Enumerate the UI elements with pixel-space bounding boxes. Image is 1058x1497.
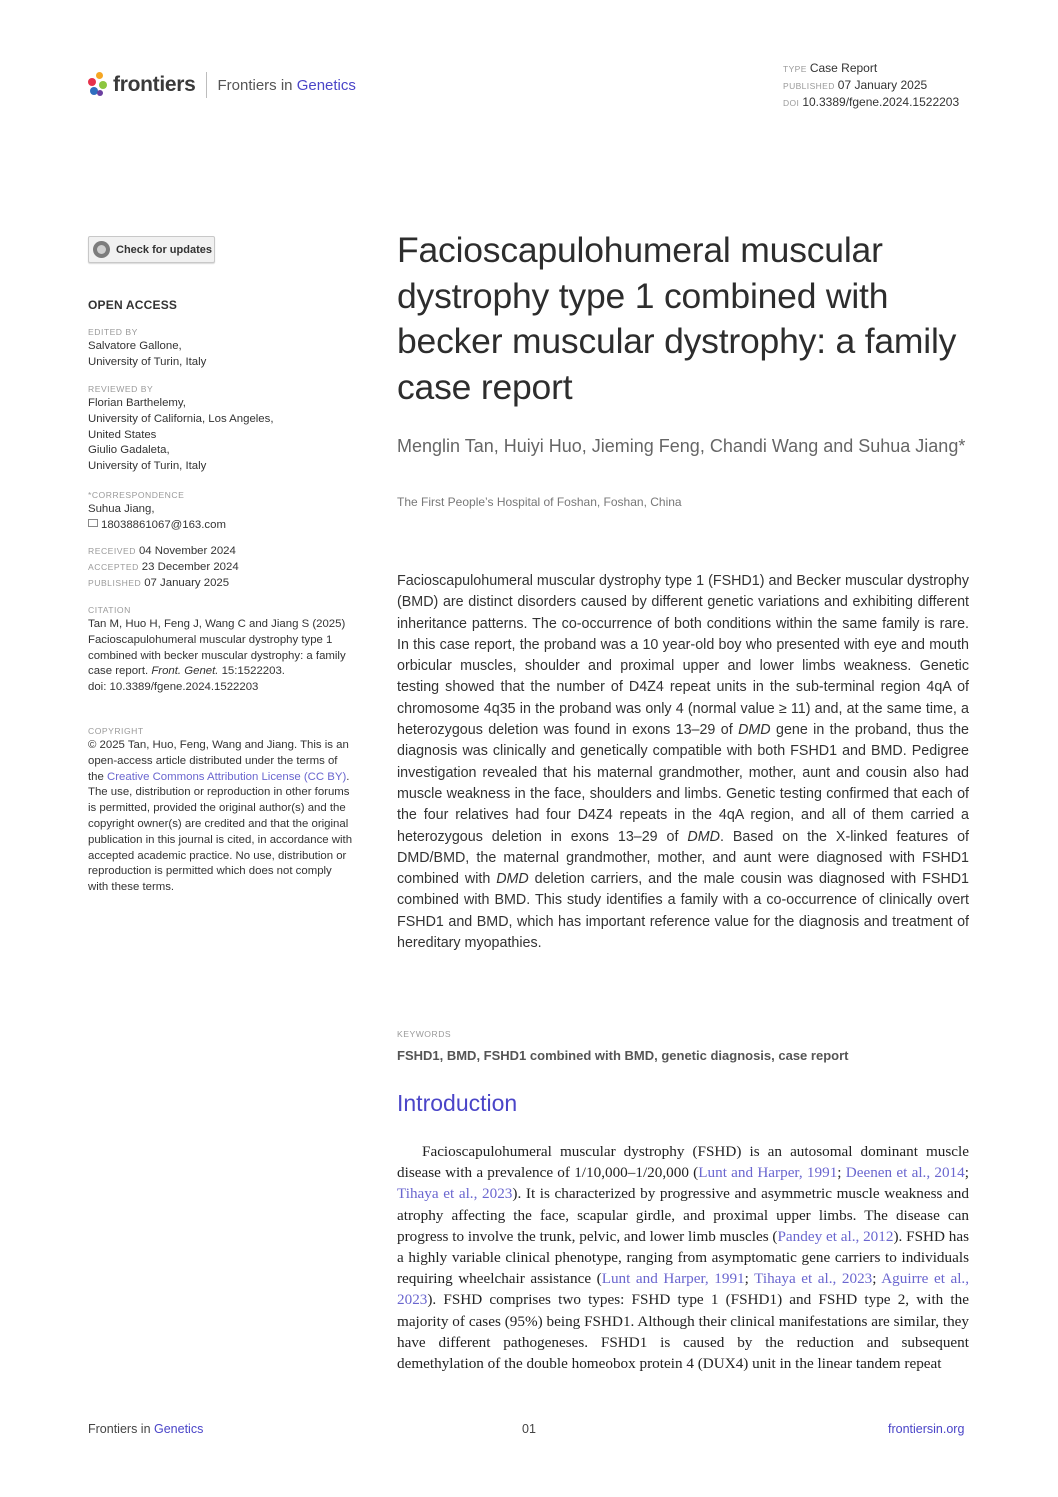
type-label: TYPE xyxy=(783,64,807,74)
footer-journal-name: Genetics xyxy=(154,1422,204,1436)
abstract-part: . Based on the X-linked features of DMD/BMD, the maternal grandmother, mother, and aunt were diagnosed with FSHD1 combined with xyxy=(397,828,969,888)
cc-by-license-link[interactable]: Creative Commons Attribution License (CC BY) xyxy=(107,770,347,783)
intro-text: ). FSHD has a highly variable clinical phenotype, ranging from asymptomatic gene carriers to individuals requiring wheelchair assistance ( xyxy=(397,1227,969,1288)
journal-name-accent: Genetics xyxy=(296,76,356,94)
abstract-part: gene in the proband, thus the diagnosis was clinically and genetically compatible with both FSHD1 and BMD. Pedigree investigation revealed that his maternal grandmother, mother, aunt and cousin also had muscle weakness in the face, shoulders and limbs. Genetic testing confirmed that each of the four relatives had four D4Z4 repeats in the 4qA region, and all of them carried a heterozygous deletion in exons 13–29 of xyxy=(397,722,970,845)
mail-icon xyxy=(88,519,98,527)
sidebar-published-value: 07 January 2025 xyxy=(144,576,230,589)
abstract xyxy=(397,571,969,954)
sidebar-published-label: PUBLISHED xyxy=(88,577,142,588)
copyright-label: COPYRIGHT xyxy=(88,726,144,736)
intro-text: ; xyxy=(964,1164,969,1182)
correspondence-label: *CORRESPONDENCE xyxy=(88,490,185,500)
citation-link[interactable]: Aguirre et al., 2023 xyxy=(397,1270,970,1309)
author-affiliation: The First People’s Hospital of Foshan, Foshan, China xyxy=(397,495,682,509)
correspondence-name: Suhua Jiang, xyxy=(88,503,155,515)
footer-journal[interactable] xyxy=(88,1422,203,1436)
correspondence-section xyxy=(88,488,358,534)
doi-label: DOI xyxy=(783,98,800,108)
copyright-post: . The use, distribution or reproduction in other forums is permitted, provided the original author(s) and the copyright owner(s) are credited and that the original publication in this journal is cited, in accordance with accepted academic practice. No use, distribution or reproduction is permitted which does not comply with these terms. xyxy=(88,770,353,894)
reviewed-by-line: Florian Barthelemy, xyxy=(88,397,186,409)
citation-link[interactable]: Deenen et al., 2014 xyxy=(845,1164,965,1182)
keywords: FSHD1, BMD, FSHD1 combined with BMD, genetic diagnosis, case report xyxy=(397,1048,849,1063)
journal-name[interactable] xyxy=(217,77,355,94)
citation-text xyxy=(88,617,353,680)
article-meta xyxy=(783,60,959,111)
citation-link[interactable]: Lunt and Harper, 1991 xyxy=(698,1164,838,1182)
reviewed-by-section xyxy=(88,382,358,475)
reviewed-by-line: University of Turin, Italy xyxy=(88,460,207,473)
abstract-part: deletion carriers, and the male cousin was diagnosed with FSHD1 combined with BMD. This study identifies a family with a co-occurrence of clinically overt FSHD1 and BMD, which has important reference value for the diagnosis and treatment of hereditary myopathies. xyxy=(397,871,970,952)
citation-journal: Front. Genet. xyxy=(151,665,219,678)
citation-link[interactable]: Pandey et al., 2012 xyxy=(777,1227,894,1245)
footer-site-link[interactable]: frontiersin.org xyxy=(888,1422,965,1436)
check-updates-icon xyxy=(93,241,110,258)
journal-prefix: Frontiers in xyxy=(217,76,297,94)
abstract-part: Facioscapulohumeral muscular dystrophy type 1 (FSHD1) and Becker muscular dystrophy (BMD) are distinct disorders caused by different genetic variations and exhibiting different inheritance patterns. The co-occurrence of both conditions within the same family is rare. In this case report, the proband was a 10 year-old boy who presented with eye and mouth orbicular muscles, shoulder and proximal upper and lower limbs weakness. Genetic testing showed that the number of D4Z4 repeat units in the sub-terminal region 4qA of chromosome 4q35 in the proband was only 4 (normal value ≥ 11) and, at the same time, a heterozygous deletion was found in exons 13–29 of xyxy=(397,573,969,739)
citation-link[interactable]: Lunt and Harper, 1991 xyxy=(601,1270,745,1288)
copyright-pre: © 2025 Tan, Huo, Feng, Wang and Jiang. This is an open-access article distributed under the terms of the xyxy=(88,739,349,783)
copyright-text xyxy=(88,738,354,896)
keywords-label: KEYWORDS xyxy=(397,1029,452,1039)
dates-section xyxy=(88,544,358,591)
published-label: PUBLISHED xyxy=(783,81,835,91)
correspondence-email-row[interactable] xyxy=(88,518,358,534)
copyright-section xyxy=(88,724,354,896)
intro-text: Facioscapulohumeral muscular dystrophy (FSHD) is an autosomal dominant muscle disease with a prevalence of 1/10,000–1/20,000 ( xyxy=(397,1143,969,1182)
footer-journal-prefix: Frontiers in xyxy=(88,1422,154,1436)
citation-body: Tan M, Huo H, Feng J, Wang C and Jiang S (2025) Facioscapulohumeral muscular dystrophy type 1 combined with becker muscular dystrophy: a family case report. xyxy=(88,618,346,678)
introduction-text xyxy=(397,1141,969,1374)
edited-by-label: EDITED BY xyxy=(88,327,138,337)
citation-section xyxy=(88,603,353,696)
reviewed-by-line: United States xyxy=(88,428,157,441)
page-number: 01 xyxy=(522,1422,536,1436)
check-updates-label: Check for updates xyxy=(116,243,212,256)
accepted-label: ACCEPTED xyxy=(88,561,139,572)
frontiers-logo-icon xyxy=(88,72,108,98)
check-for-updates-button[interactable] xyxy=(88,236,215,263)
edited-by-line: Salvatore Gallone, xyxy=(88,340,182,352)
citation-doi[interactable]: doi: 10.3389/fgene.2024.1522203 xyxy=(88,681,259,694)
logo-divider xyxy=(206,72,207,98)
intro-text: ; xyxy=(837,1164,846,1182)
intro-text: ). FSHD comprises two types: FSHD type 1 (FSHD1) and FSHD type 2, with the majority of cases (95%) being FSHD1. Although their clinical manifestations are similar, they have different pathogeneses. FSHD1 is caused by the reduction and subsequent demethylation of the double homeobox protein 4 (DUX4) unit in the linear tandem repeat xyxy=(397,1291,969,1373)
introduction-heading: Introduction xyxy=(397,1090,518,1116)
intro-text: ; xyxy=(872,1270,882,1288)
citation-link[interactable]: Tihaya et al., 2023 xyxy=(754,1270,873,1288)
open-access-text: OPEN ACCESS xyxy=(88,298,178,312)
received-value: 04 November 2024 xyxy=(138,545,236,557)
intro-text: ; xyxy=(744,1270,755,1288)
citation-link[interactable]: Tihaya et al., 2023 xyxy=(397,1185,513,1203)
edited-by-line: University of Turin, Italy xyxy=(88,355,207,368)
article-authors: Menglin Tan, Huiyi Huo, Jieming Feng, Chandi Wang and Suhua Jiang* xyxy=(397,436,966,456)
article-title: Facioscapulohumeral muscular dystrophy type 1 combined with becker muscular dystrophy: a family case report xyxy=(397,230,957,407)
citation-volume: 15:1522203. xyxy=(218,665,285,678)
reviewed-by-line: University of California, Los Angeles, xyxy=(88,412,274,425)
published-value: 07 January 2025 xyxy=(837,78,928,92)
accepted-value: 23 December 2024 xyxy=(141,560,239,573)
abstract-gene: DMD xyxy=(687,828,720,845)
open-access-label xyxy=(88,298,358,315)
reviewed-by-line: Giulio Gadaleta, xyxy=(88,444,170,457)
intro-text: ). It is characterized by progressive and asymmetric muscle weakness and atrophy affecting the face, scapular girdle, and proximal upper limbs. The disease can progress to involve the trunk, pelvic, and lower limb muscles ( xyxy=(397,1185,969,1245)
doi-value[interactable]: 10.3389/fgene.2024.1522203 xyxy=(802,95,960,109)
edited-by-section xyxy=(88,325,358,371)
correspondence-email[interactable]: 18038861067@163.com xyxy=(101,518,226,531)
abstract-gene: DMD xyxy=(496,871,529,888)
logo-wordmark: frontiers xyxy=(113,73,196,96)
reviewed-by-label: REVIEWED BY xyxy=(88,384,154,394)
frontiers-logo[interactable] xyxy=(88,70,356,100)
received-label: RECEIVED xyxy=(88,546,136,556)
abstract-gene: DMD xyxy=(738,722,771,739)
type-value: Case Report xyxy=(809,61,878,75)
citation-label: CITATION xyxy=(88,605,131,615)
